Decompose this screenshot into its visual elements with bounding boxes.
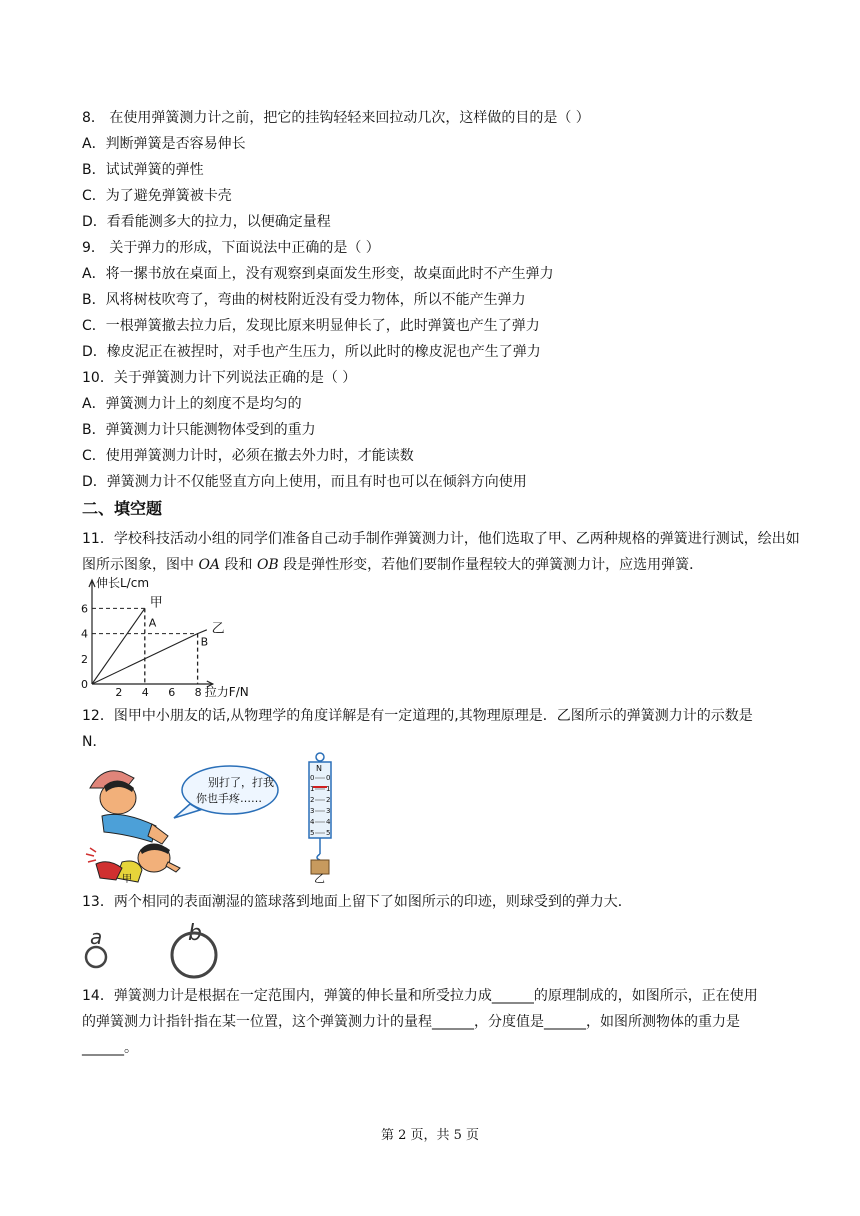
q9-option-d: D．橡皮泥正在被捏时，对手也产生压力，所以此时的橡皮泥也产生了弹力 (82, 344, 541, 360)
bubble-line-2: 你也手疼…… (196, 792, 262, 805)
q10-option-d: D．弹簧测力计不仅能竖直方向上使用，而且有时也可以在倾斜方向使用 (82, 474, 527, 490)
q10-stem: 10．关于弹簧测力计下列说法正确的是（ ） (82, 370, 357, 386)
point-label: B (200, 635, 209, 649)
scale-number-right: 4 (326, 818, 331, 826)
series-line (92, 634, 198, 684)
scale-number-left: 2 (310, 796, 315, 804)
scale-number-left: 5 (310, 829, 315, 837)
q14-line-3: ______。 (82, 1040, 138, 1056)
q14-line-2: 的弹簧测力计指针指在某一位置，这个弹簧测力计的量程______，分度值是______，如图所测物体的重力是 (82, 1014, 740, 1030)
q8-option-a: A．判断弹簧是否容易伸长 (82, 136, 246, 152)
q9-option-a: A．将一摞书放在桌面上，没有观察到桌面发生形变，故桌面此时不产生弹力 (82, 266, 554, 282)
y-tick-label: 4 (81, 627, 88, 641)
scale-number-left: 3 (310, 807, 315, 815)
small-imprint (86, 947, 106, 967)
q10-option-c: C．使用弹簧测力计时，必须在撤去外力时，才能读数 (82, 448, 414, 464)
page-footer: 第 2 页，共 5 页 (380, 1128, 480, 1143)
q8-stem: 8． 在使用弹簧测力计之前，把它的挂钩轻轻来回拉动几次，这样做的目的是（ ） (82, 110, 590, 126)
scale-number-right: 2 (326, 796, 331, 804)
q11-text-b: 段和 (220, 557, 257, 573)
q14-line-1: 14．弹簧测力计是根据在一定范围内，弹簧的伸长量和所受拉力成______的原理制成的，如图所示，正在使用 (82, 988, 758, 1004)
label-b: b (188, 921, 202, 946)
section-title: 二、填空题 (82, 499, 163, 518)
q11-text-c: 段是弹性形变，若他们要制作量程较大的弹簧测力计，应选用弹簧． (278, 557, 704, 573)
x-tick-label: 6 (168, 686, 176, 699)
speech-bubble (174, 766, 278, 818)
q8-option-c: C．为了避免弹簧被卡壳 (82, 188, 232, 204)
q11-oa: OA (198, 557, 221, 573)
label-a: a (90, 925, 103, 949)
bubble-line-1: 别打了，打我 (208, 776, 274, 789)
scale-number-left: 0 (310, 774, 315, 782)
scale-unit: N (316, 764, 322, 773)
y-axis-title: 伸长L/cm (96, 576, 150, 590)
hook-icon (317, 854, 320, 860)
q13-text: 13．两个相同的表面潮湿的篮球落到地面上留下了如图所示的印迹，则球受到的弹力大． (82, 894, 632, 910)
x-tick-label: 2 (115, 686, 123, 699)
series-line (92, 608, 145, 684)
ball-marks-illustration (80, 920, 240, 980)
caption-yi: 乙 (314, 872, 325, 885)
q11-ob: OB (256, 557, 279, 573)
series-name-label: 甲 (149, 595, 163, 611)
q10-option-b: B．弹簧测力计只能测物体受到的重力 (82, 422, 316, 438)
x-tick-label: 4 (141, 686, 149, 699)
q12-text: 12．图甲中小朋友的话,从物理学的角度详解是有一定道理的,其物理原理是．乙图所示的弹簧测力计的示数是 (82, 708, 753, 724)
q8-option-d: D．看看能测多大的拉力，以便确定量程 (82, 214, 331, 230)
q9-option-c: C．一根弹簧撤去拉力后，发现比原来明显伸长了，此时弹簧也产生了弹力 (82, 318, 540, 334)
q11-text (82, 526, 802, 578)
scale-number-right: 0 (326, 774, 331, 782)
cartoon-children-icon (86, 771, 180, 882)
series-line-extension (198, 630, 207, 634)
q12-text-2: N． (82, 734, 107, 750)
x-axis-title: 拉力F/N (204, 685, 249, 699)
scale-number-right: 5 (326, 829, 331, 837)
q9-stem: 9． 关于弹力的形成，下面说法中正确的是（ ） (82, 240, 380, 256)
spring-scale-illustration (300, 750, 340, 886)
caption-jia: 甲 (122, 874, 132, 885)
y-tick-label: 6 (81, 602, 88, 616)
boy-illustration (82, 758, 282, 886)
hook-ring-icon (316, 753, 324, 761)
q9-option-b: B．风将树枝吹弯了，弯曲的树枝附近没有受力物体，所以不能产生弹力 (82, 292, 526, 308)
scale-number-right: 1 (326, 785, 331, 793)
q11-text-a: 11．学校科技活动小组的同学们准备自己动手制作弹簧测力计，他们选取了甲、乙两种规格的弹簧进行测试，绘出如图所示图象，图中 (82, 531, 800, 573)
y-tick-label: 2 (81, 652, 88, 666)
scale-number-right: 3 (326, 807, 331, 815)
scale-number-left: 4 (310, 818, 315, 826)
scale-number-left: 1 (310, 785, 315, 793)
stretch-force-chart (74, 574, 274, 704)
origin-label: 0 (81, 678, 88, 691)
x-tick-label: 8 (194, 686, 202, 699)
q8-option-b: B．试试弹簧的弹性 (82, 162, 204, 178)
series-name-label: 乙 (211, 621, 225, 637)
point-label: A (148, 616, 157, 630)
q10-option-a: A．弹簧测力计上的刻度不是均匀的 (82, 396, 302, 412)
